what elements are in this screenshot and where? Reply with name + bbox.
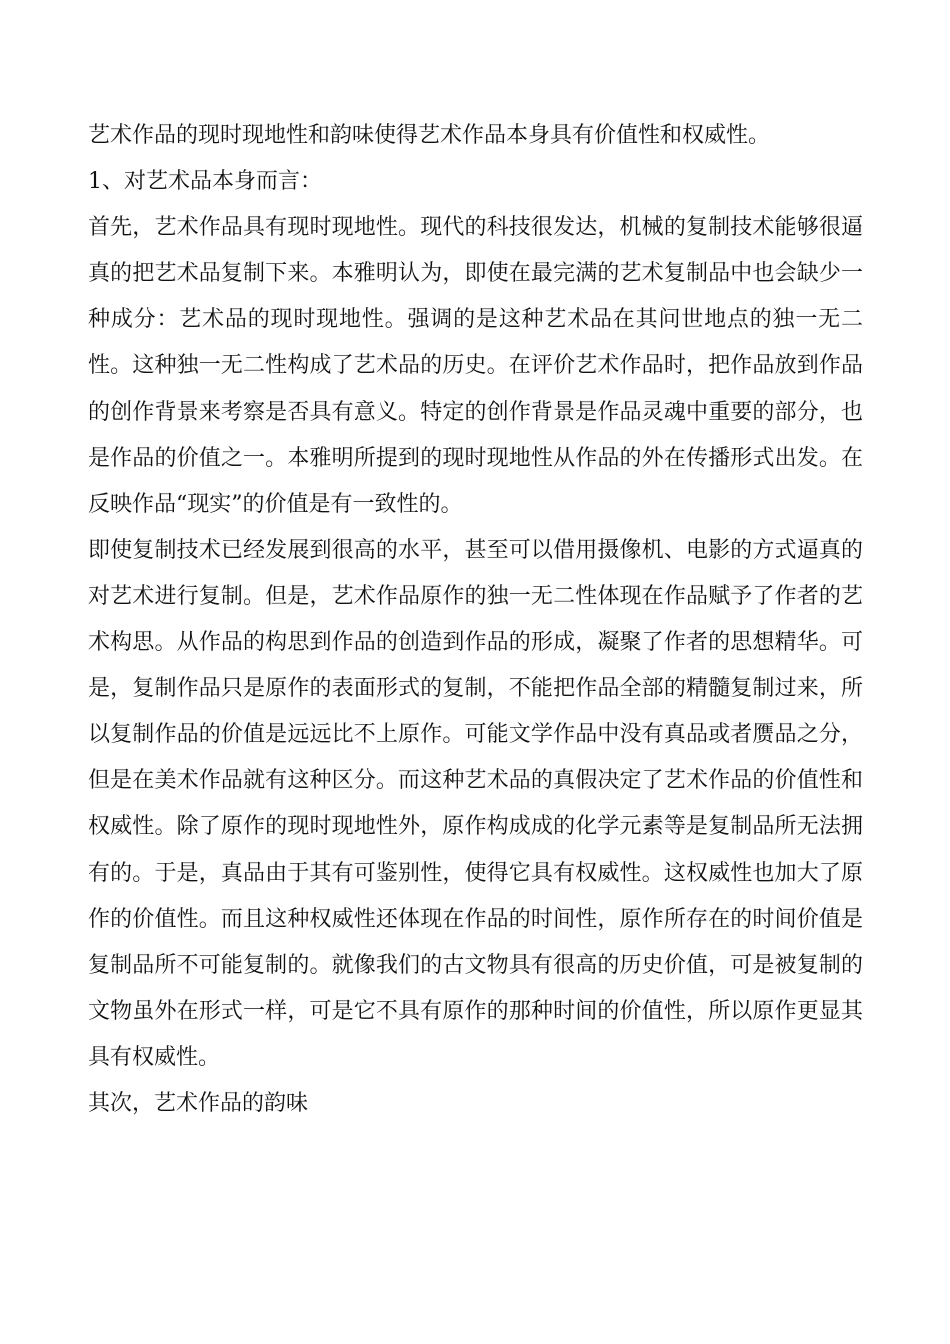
- body-paragraph: 首先，艺术作品具有现时现地性。现代的科技很发达，机械的复制技术能够很逼真的把艺术品复制下来。本雅明认为，即使在最完满的艺术复制品中也会缺少一种成分：艺术品的现时现地性。强调的是这种艺术品在其问世地点的独一无二性。这种独一无二性构成了艺术品的历史。在评价艺术作品时，把作品放到作品的创作背景来考察是否具有意义。特定的创作背景是作品灵魂中重要的部分，也是作品的价值之一。本雅明所提到的现时现地性从作品的外在传播形式出发。在反映作品“现实”的价值是有一致性的。: [88, 215, 863, 517]
- section-heading: 1、对艺术品本身而言：: [88, 169, 322, 195]
- body-paragraph: 其次，艺术作品的韵味: [88, 1090, 309, 1116]
- document-body: [88, 113, 863, 1127]
- intro-paragraph: 艺术作品的现时现地性和韵味使得艺术作品本身具有价值性和权威性。: [88, 123, 771, 148]
- body-paragraph: 即使复制技术已经发展到很高的水平，甚至可以借用摄像机、电影的方式逼真的对艺术进行复制。但是，艺术作品原作的独一无二性体现在作品赋予了作者的艺术构思。从作品的构思到作品的创造到作品的形成，凝聚了作者的思想精华。可是，复制作品只是原作的表面形式的复制，不能把作品全部的精髓复制过来，所以复制作品的价值是远远比不上原作。可能文学作品中没有真品或者赝品之分，但是在美术作品就有这种区分。而这种艺术品的真假决定了艺术作品的价值性和权威性。除了原作的现时现地性外，原作构成成的化学元素等是复制品所无法拥有的。于是，真品由于其有可鉴别性，使得它具有权威性。这权威性也加大了原作的价值性。而且这种权威性还体现在作品的时间性，原作所存在的时间价值是复制品所不可能复制的。就像我们的古文物具有很高的历史价值，可是被复制的文物虽外在形式一样，可是它不具有原作的那种时间的价值性，所以原作更显其具有权威性。: [88, 537, 863, 1070]
